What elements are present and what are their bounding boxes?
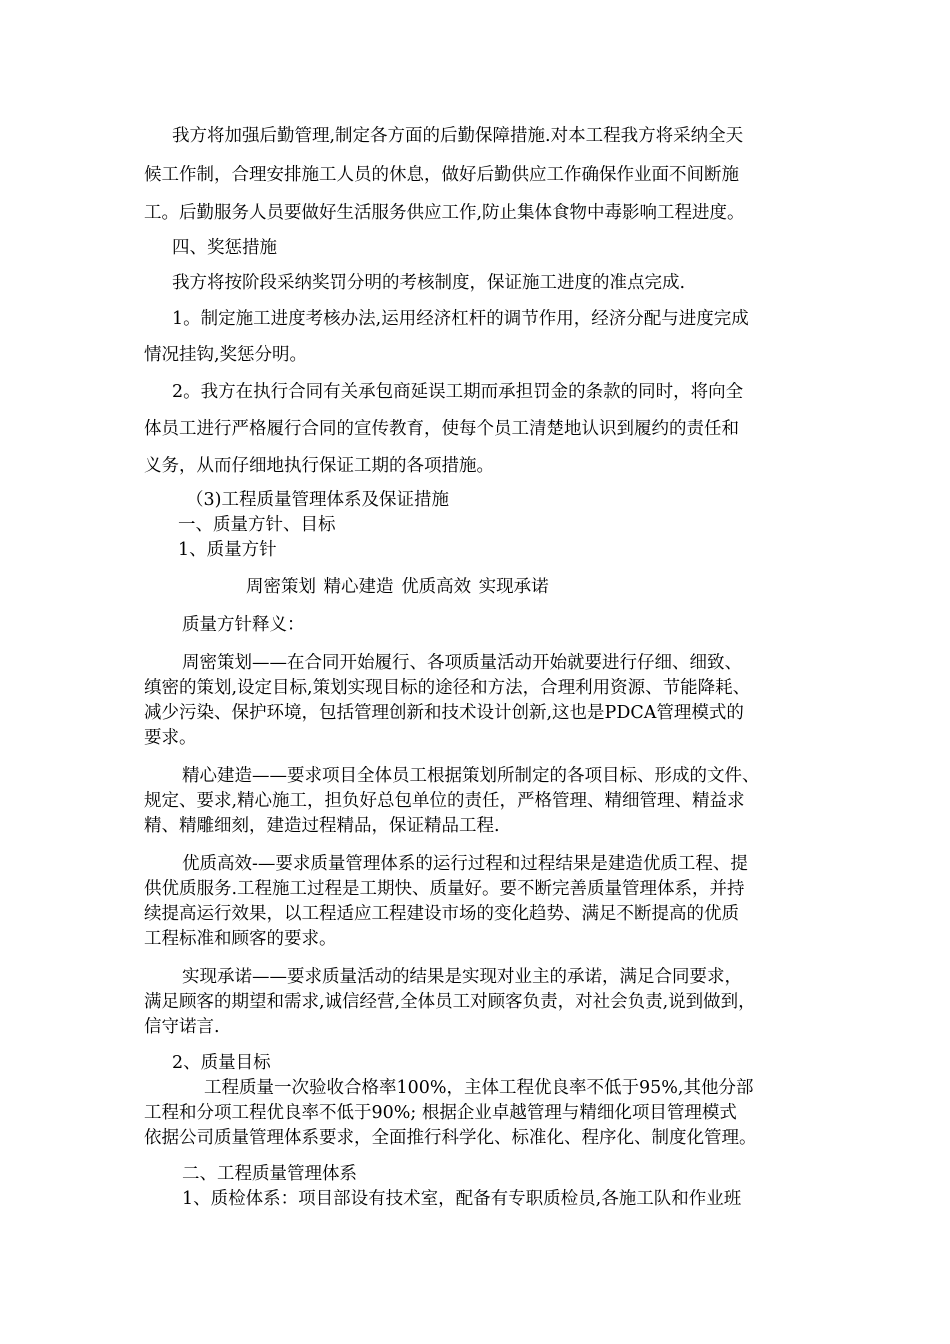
- text-line: 供优质服务.工程施工过程是工期快、质量好。要不断完善质量管理体系，并持: [144, 879, 745, 899]
- text-line: 工程质量一次验收合格率100%，主体工程优良率不低于95%,其他分部: [204, 1078, 754, 1098]
- text-line: 候工作制，合理安排施工人员的休息，做好后勤供应工作确保作业面不间断施: [144, 165, 739, 185]
- text-line: 实现承诺——要求质量活动的结果是实现对业主的承诺，满足合同要求，: [182, 967, 742, 987]
- text-line: 周密策划——在合同开始履行、各项质量活动开始就要进行仔细、细致、: [182, 653, 742, 673]
- text-line: 我方将按阶段采纳奖罚分明的考核制度，保证施工进度的准点完成.: [172, 273, 686, 293]
- text-line: 工程标准和顾客的要求。: [144, 929, 337, 949]
- text-line: 依据公司质量管理体系要求，全面推行科学化、标准化、程序化、制度化管理。: [144, 1128, 757, 1148]
- subsection-heading: 1、质量方针: [178, 540, 277, 560]
- text-line: 优质高效-—要求质量管理体系的运行过程和过程结果是建造优质工程、提: [182, 854, 748, 874]
- text-line: 满足顾客的期望和需求,诚信经营,全体员工对顾客负责，对社会负责,说到做到，: [144, 992, 756, 1012]
- subsection-heading: 2、质量目标: [172, 1053, 271, 1073]
- text-line: 精心建造——要求项目全体员工根据策划所制定的各项目标、形成的文件、: [182, 766, 760, 786]
- text-line: 我方将加强后勤管理,制定各方面的后勤保障措施.对本工程我方将采纳全天: [172, 126, 744, 146]
- list-item-line: 2。我方在执行合同有关承包商延误工期而承担罚金的条款的同时，将向全: [172, 382, 744, 402]
- text-line: 缜密的策划,设定目标,策划实现目标的途径和方法，合理利用资源、节能降耗、: [144, 678, 751, 698]
- list-item-line: 1。制定施工进度考核办法,运用经济杠杆的调节作用，经济分配与进度完成: [172, 309, 749, 329]
- list-item-line: 1、质检体系：项目部设有技术室，配备有专职质检员,各施工队和作业班: [182, 1189, 742, 1209]
- section-heading: 一、质量方针、目标: [178, 515, 336, 535]
- text-line: 规定、要求,精心施工，担负好总包单位的责任，严格管理、精细管理、精益求: [144, 791, 745, 811]
- section-heading: 二、工程质量管理体系: [182, 1164, 357, 1184]
- text-line: 信守诺言.: [144, 1017, 220, 1037]
- text-line: 工程和分项工程优良率不低于90%; 根据企业卓越管理与精细化项目管理模式: [144, 1103, 737, 1123]
- list-item-line: 情况挂钩,奖惩分明。: [144, 345, 308, 365]
- section-heading: 四、奖惩措施: [172, 238, 277, 258]
- text-line: 减少污染、保护环境，包括管理创新和技术设计创新,这也是PDCA管理模式的: [144, 703, 744, 723]
- text-line: 续提高运行效果，以工程适应工程建设市场的变化趋势、满足不断提高的优质: [144, 904, 739, 924]
- text-line: 质量方针释义：: [182, 615, 305, 635]
- list-item-line: 义务，从而仔细地执行保证工期的各项措施。: [144, 456, 494, 476]
- quality-policy-slogan: 周密策划 精心建造 优质高效 实现承诺: [246, 577, 549, 597]
- list-item-line: 体员工进行严格履行合同的宣传教育，使每个员工清楚地认识到履约的责任和: [144, 419, 739, 439]
- text-line: 工。后勤服务人员要做好生活服务供应工作,防止集体食物中毒影响工程进度。: [144, 203, 745, 223]
- section-heading: （3)工程质量管理体系及保证措施: [186, 490, 449, 510]
- text-line: 精、精雕细刻，建造过程精品，保证精品工程.: [144, 816, 500, 836]
- text-line: 要求。: [144, 728, 197, 748]
